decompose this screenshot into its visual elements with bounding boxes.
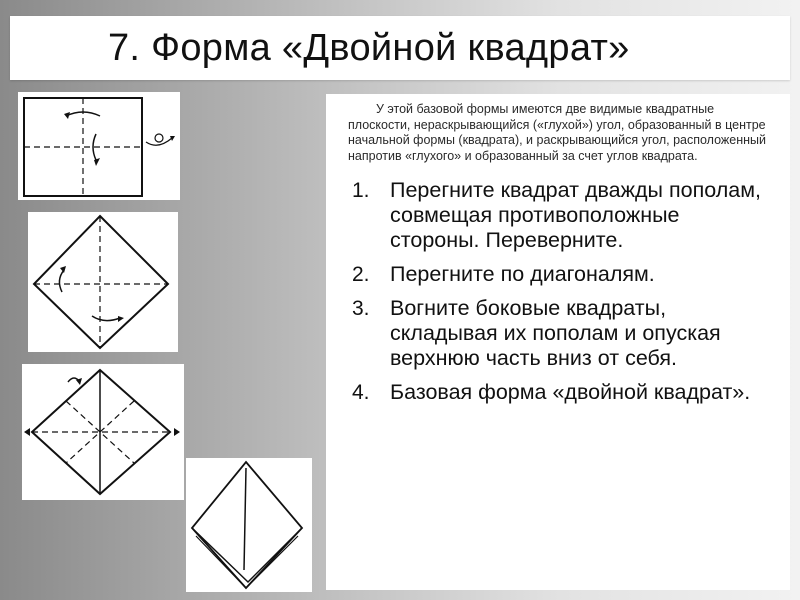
diamond-diagonal-folds-diagram-icon	[28, 212, 178, 352]
double-square-base-form-diagram-icon	[186, 458, 312, 592]
list-item	[348, 262, 770, 287]
title-bar	[10, 16, 790, 80]
list-item	[348, 380, 770, 405]
steps-list	[348, 178, 770, 405]
list-item	[348, 296, 770, 371]
figure-step-4	[186, 458, 312, 592]
step-number: 1.	[352, 179, 370, 202]
step-text: Перегните по диагоналям.	[390, 262, 655, 286]
figure-step-3	[22, 364, 184, 500]
square-with-folds-and-arrows-diagram-icon	[22, 364, 184, 500]
step-text: Перегните квадрат дважды пополам, совмещая противоположные стороны. Переверните.	[390, 178, 761, 252]
step-number: 3.	[352, 297, 370, 320]
step-text: Базовая форма «двойной квадрат».	[390, 380, 751, 404]
text-panel	[326, 94, 790, 590]
intro-paragraph: У этой базовой формы имеются две видимые квадратные плоскости, нераскрывающийся («глухой») угол, образованный в центре начальной формы (квадрата), и раскрывающийся угол, расположенный напротив «глухого» и образованный за счет углов квадрата.	[348, 102, 767, 163]
figure-step-2	[28, 212, 178, 352]
slide-title: 7. Форма «Двойной квадрат»	[108, 26, 630, 69]
step-text: Вогните боковые квадраты, складывая их пополам и опуская верхнюю часть вниз от себя.	[390, 296, 721, 370]
figure-step-1	[18, 92, 180, 200]
list-item	[348, 178, 770, 253]
step-number: 4.	[352, 381, 370, 404]
square-folded-in-half-twice-diagram-icon	[18, 92, 180, 200]
step-number: 2.	[352, 263, 370, 286]
